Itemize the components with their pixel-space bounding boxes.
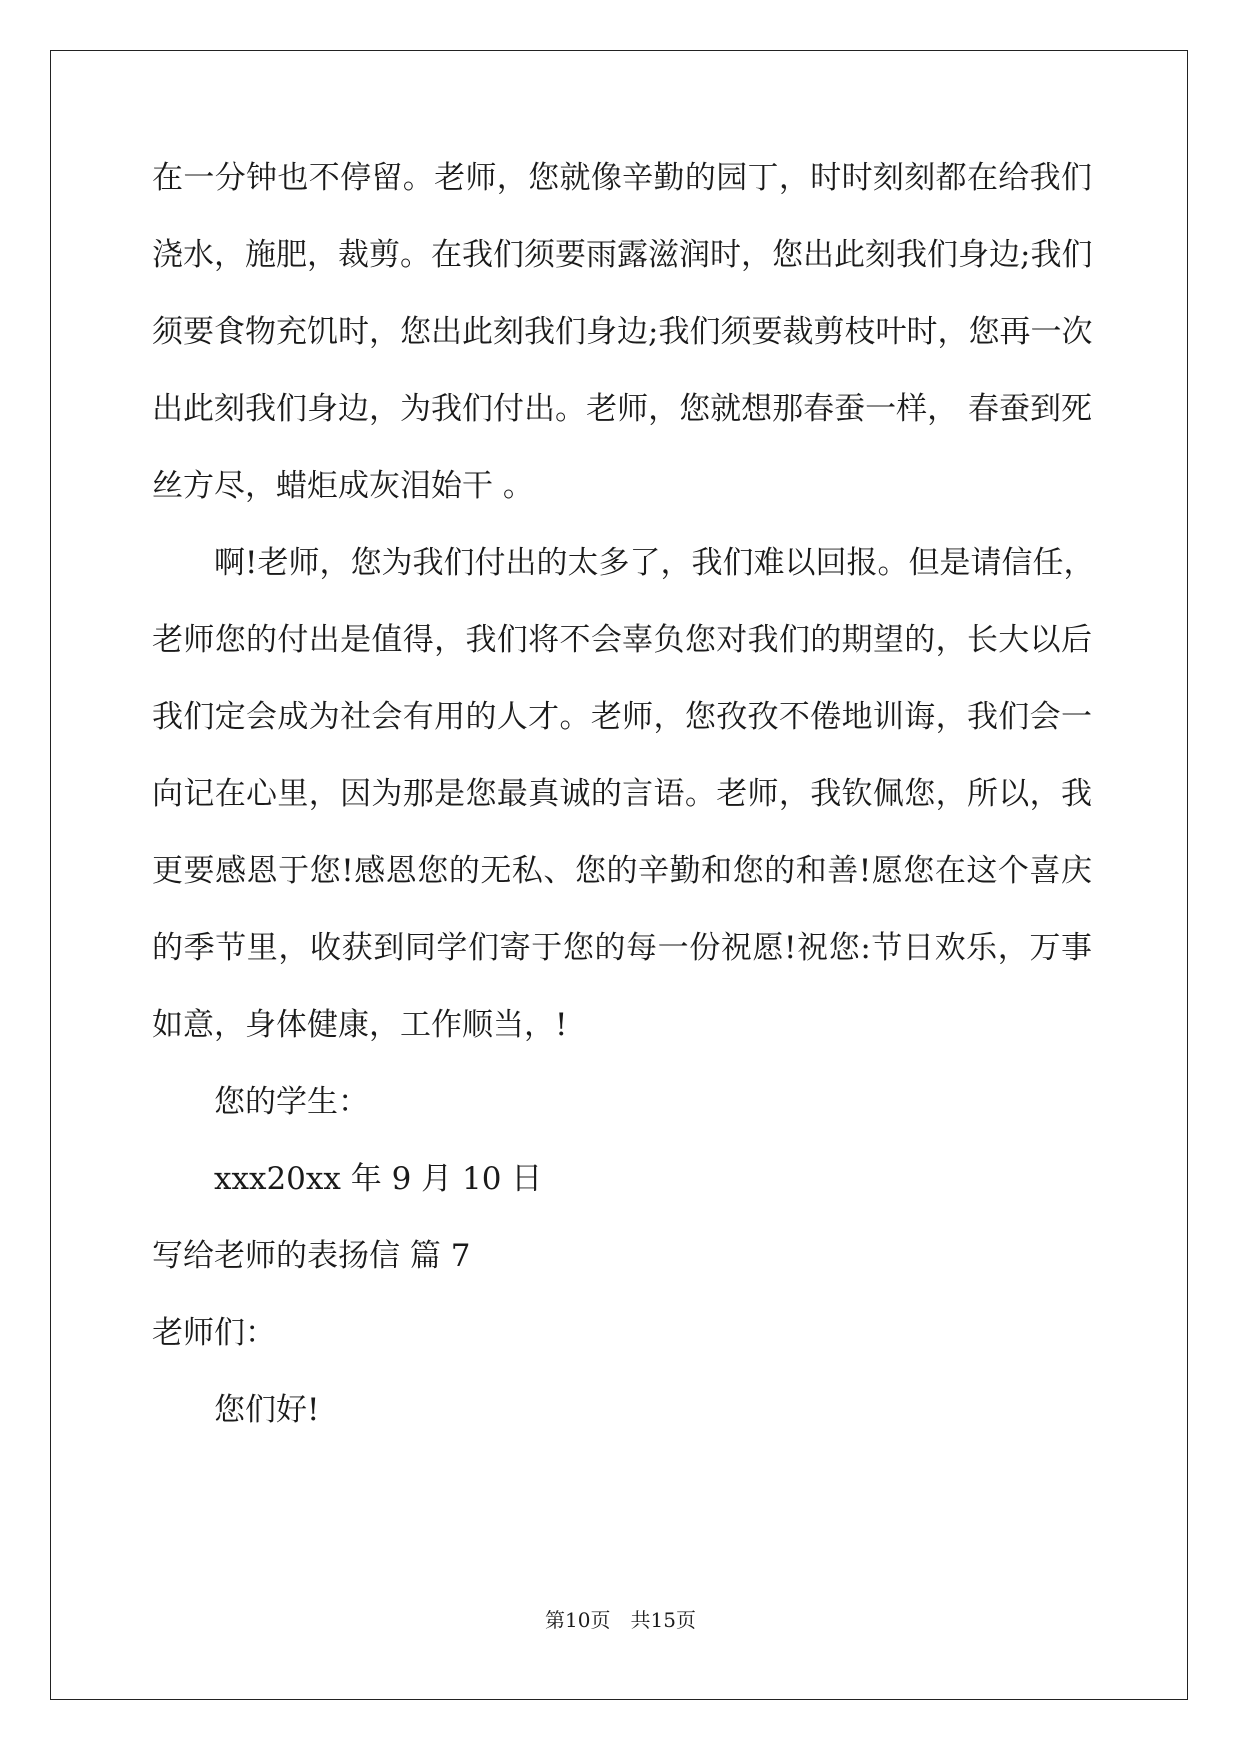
- body-line: 浇水，施肥，裁剪。在我们须要雨露滋润时，您出此刻我们身边;我们: [152, 237, 1093, 273]
- body-line: 在一分钟也不停留。老师，您就像辛勤的园丁，时时刻刻都在给我们: [152, 160, 1092, 196]
- body-line: 向记在心里，因为那是您最真诚的言语。老师，我钦佩您，所以，我: [152, 776, 1092, 812]
- body-line: 须要食物充饥时，您出此刻我们身边;我们须要裁剪枝叶时，您再一次: [152, 314, 1093, 350]
- body-line: 更要感恩于您!感恩您的无私、您的辛勤和您的和善!愿您在这个喜庆: [152, 853, 1092, 889]
- greeting: 您们好!: [214, 1392, 320, 1428]
- body-line: 我们定会成为社会有用的人才。老师，您孜孜不倦地训诲，我们会一: [152, 699, 1092, 735]
- body-line: 丝方尽，蜡炬成灰泪始干 。: [152, 468, 534, 504]
- body-line: 的季节里，收获到同学们寄于您的每一份祝愿!祝您:节日欢乐，万事: [152, 930, 1092, 966]
- signature-date: xxx20xx 年 9 月 10 日: [214, 1161, 543, 1197]
- signature-label: 您的学生：: [214, 1084, 369, 1120]
- body-line: 如意，身体健康，工作顺当，!: [152, 1007, 568, 1043]
- section-heading: 写给老师的表扬信 篇 7: [152, 1238, 471, 1274]
- salutation: 老师们：: [152, 1315, 276, 1351]
- body-line: 出此刻我们身边，为我们付出。老师，您就想那春蚕一样， 春蚕到死: [152, 391, 1092, 427]
- page-number: 第10页 共15页: [545, 1608, 696, 1632]
- body-line: 老师您的付出是值得，我们将不会辜负您对我们的期望的，长大以后: [152, 622, 1092, 658]
- paragraph-first-line: 啊!老师，您为我们付出的太多了，我们难以回报。但是请信任，: [214, 545, 1095, 581]
